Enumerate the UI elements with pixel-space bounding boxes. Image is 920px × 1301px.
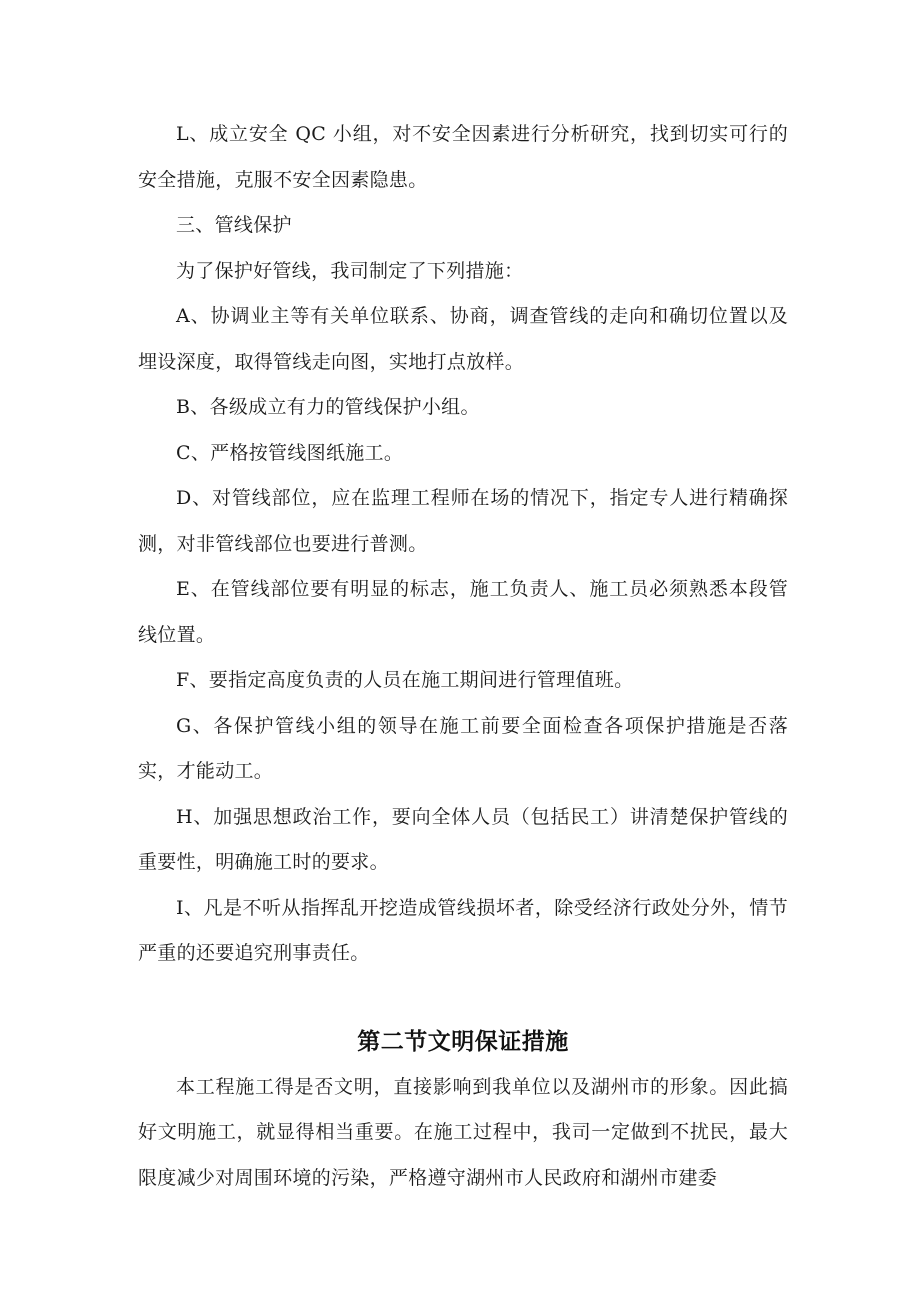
section-heading: 第二节文明保证措施	[357, 1028, 569, 1055]
paragraph-civilized-construction: 本工程施工得是否文明，直接影响到我单位以及湖州市的形象。因此搞好文明施工，就显得相当重要。在施工过程中，我司一定做到不扰民，最大限度减少对周围环境的污染，严格遵守湖州市人民政府和湖州市建委	[138, 1075, 788, 1189]
paragraph-measure-f: F、要指定高度负责的人员在施工期间进行管理值班。	[176, 669, 634, 691]
paragraph-measure-a: A、协调业主等有关单位联系、协商，调查管线的走向和确切位置以及埋设深度，取得管线走向图，实地打点放样。	[138, 305, 788, 373]
paragraph-measure-i: I、凡是不听从指挥乱开挖造成管线损坏者，除受经济行政处分外，情节严重的还要追究刑事责任。	[138, 896, 788, 964]
paragraph-measure-e: E、在管线部位要有明显的标志，施工负责人、施工员必须熟悉本段管线位置。	[138, 578, 788, 646]
paragraph-measure-c: C、严格按管线图纸施工。	[176, 441, 404, 464]
document-page	[138, 112, 788, 1201]
paragraph-measure-g: G、各保护管线小组的领导在施工前要全面检查各项保护措施是否落实，才能动工。	[138, 714, 788, 782]
paragraph-measure-d: D、对管线部位，应在监理工程师在场的情况下，指定专人进行精确探测，对非管线部位也要进行普测。	[138, 487, 788, 555]
paragraph-measure-b: B、各级成立有力的管线保护小组。	[176, 396, 480, 418]
section-title-pipeline-protection: 三、管线保护	[176, 214, 292, 236]
paragraph-safety-qc: L、成立安全 QC 小组，对不安全因素进行分析研究，找到切实可行的安全措施，克服不安全因素隐患。	[138, 123, 788, 191]
paragraph-intro-measures: 为了保护好管线，我司制定了下列措施：	[176, 259, 524, 282]
paragraph-measure-h: H、加强思想政治工作，要向全体人员（包括民工）讲清楚保护管线的重要性，明确施工时的要求。	[138, 805, 788, 873]
